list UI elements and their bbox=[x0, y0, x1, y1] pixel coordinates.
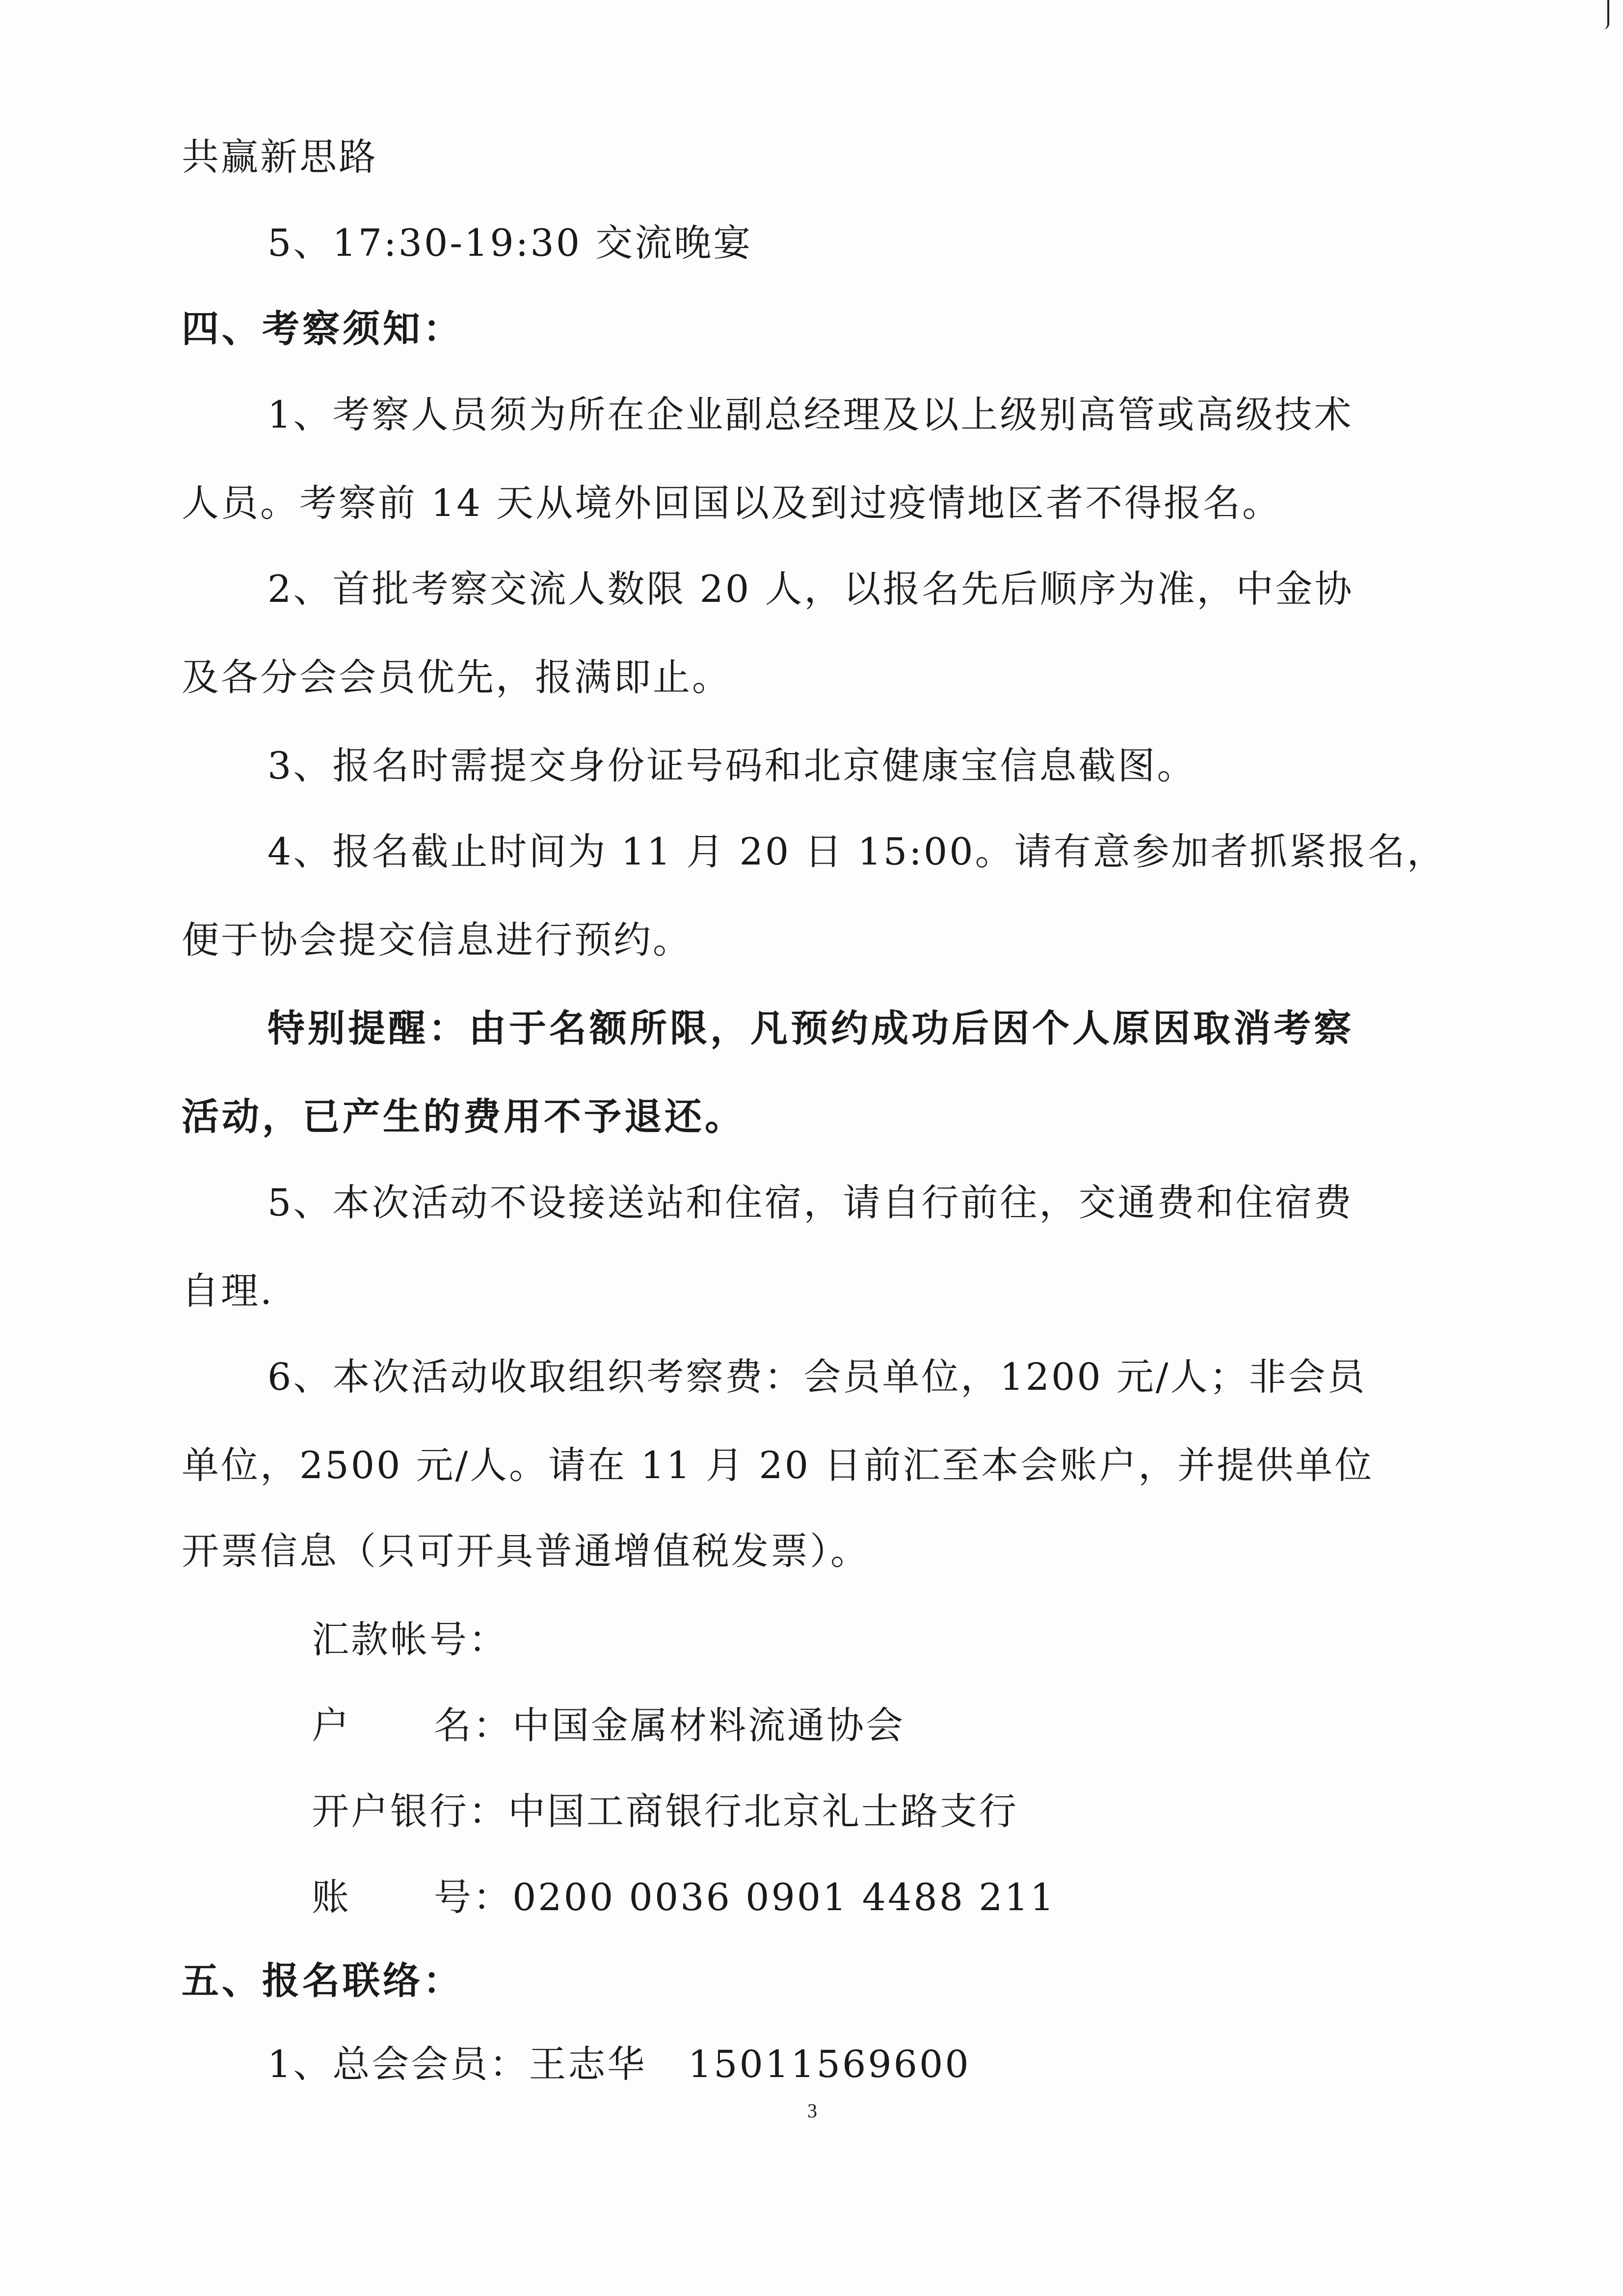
notice-item-4-line-2: 便于协会提交信息进行预约。 bbox=[182, 918, 692, 962]
contact-item-1: 1、总会会员：王志华 15011569600 bbox=[267, 2042, 971, 2086]
notice-item-1-line-1: 1、考察人员须为所在企业副总经理及以上级别高管或高级技术 bbox=[267, 393, 1354, 436]
page-number: 3 bbox=[807, 2100, 817, 2122]
notice-item-6-line-1: 6、本次活动收取组织考察费：会员单位，1200 元/人；非会员 bbox=[267, 1355, 1367, 1399]
scan-edge-mark bbox=[1597, 0, 1609, 29]
remittance-account-heading: 汇款帐号： bbox=[312, 1618, 508, 1661]
schedule-item-5: 5、17:30-19:30 交流晚宴 bbox=[267, 221, 753, 265]
notice-item-3: 3、报名时需提交身份证号码和北京健康宝信息截图。 bbox=[267, 744, 1197, 787]
special-reminder-line-1: 特别提醒：由于名额所限，凡预约成功后因个人原因取消考察 bbox=[267, 1006, 1354, 1050]
notice-item-5-line-2: 自理. bbox=[182, 1269, 274, 1313]
notice-item-6-line-3: 开票信息（只可开具普通增值税发票）。 bbox=[182, 1529, 870, 1573]
notice-item-2-line-1: 2、首批考察交流人数限 20 人，以报名先后顺序为准，中金协 bbox=[267, 567, 1354, 611]
account-number-row: 账 号：0200 0036 0901 4488 211 bbox=[312, 1875, 1056, 1919]
special-reminder-line-2: 活动，已产生的费用不予退还。 bbox=[182, 1095, 745, 1138]
notice-item-1-line-2: 人员。考察前 14 天从境外回国以及到过疫情地区者不得报名。 bbox=[182, 481, 1282, 525]
notice-item-5-line-1: 5、本次活动不设接送站和住宿，请自行前往，交通费和住宿费 bbox=[267, 1181, 1354, 1224]
section-heading-4: 四、考察须知： bbox=[182, 307, 463, 351]
account-name-row: 户 名：中国金属材料流通协会 bbox=[312, 1703, 905, 1747]
notice-item-2-line-2: 及各分会会员优先，报满即止。 bbox=[182, 655, 731, 699]
bank-name-row: 开户银行：中国工商银行北京礼士路支行 bbox=[312, 1789, 1018, 1833]
paragraph-continuation: 共赢新思路 bbox=[182, 135, 378, 179]
notice-item-6-line-2: 单位，2500 元/人。请在 11 月 20 日前汇至本会账户，并提供单位 bbox=[182, 1443, 1374, 1487]
section-heading-5: 五、报名联络： bbox=[182, 1959, 463, 2002]
notice-item-4-line-1: 4、报名截止时间为 11 月 20 日 15:00。请有意参加者抓紧报名， bbox=[267, 830, 1446, 873]
